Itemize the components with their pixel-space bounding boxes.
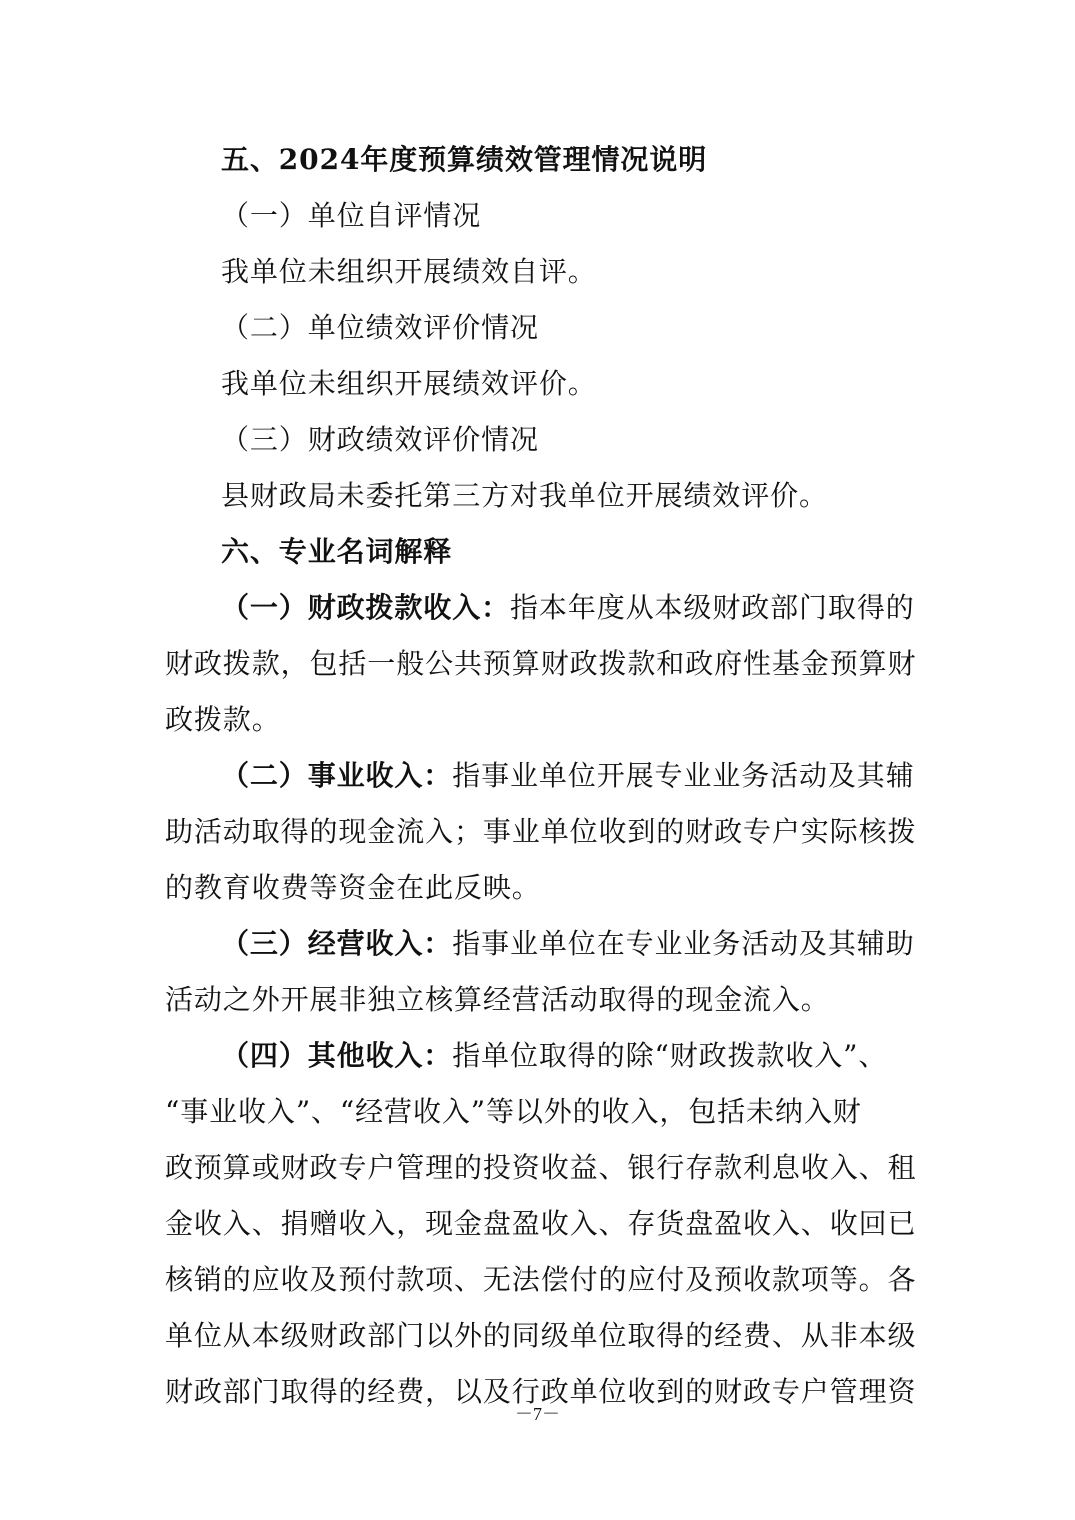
term-text: 指本年度从本级财政部门取得的 bbox=[510, 591, 915, 624]
term-name: （四）其他收入： bbox=[221, 1039, 453, 1072]
term-text-line: 财政部门取得的经费，以及行政单位收到的财政专户管理资 bbox=[165, 1375, 917, 1408]
term-first-line bbox=[165, 748, 913, 804]
term-text-line: 财政拨款，包括一般公共预算财政拨款和政府性基金预算财 bbox=[165, 647, 917, 680]
term-text-line: 金收入、捐赠收入，现金盘盈收入、存货盘盈收入、收回已 bbox=[165, 1207, 917, 1240]
term-text-line: 核销的应收及预付款项、无法偿付的应付及预收款项等。各 bbox=[165, 1263, 917, 1296]
term-definition bbox=[165, 580, 917, 748]
term-first-line bbox=[165, 580, 913, 636]
term-text: 指事业单位开展专业业务活动及其辅 bbox=[452, 759, 915, 792]
section-5-sub2-body: 我单位未组织开展绩效评价。 bbox=[221, 367, 597, 400]
section-5-sub3-title: （三）财政绩效评价情况 bbox=[221, 423, 539, 456]
term-name: （三）经营收入： bbox=[221, 927, 453, 960]
term-text-line: 政预算或财政专户管理的投资收益、银行存款利息收入、租 bbox=[165, 1151, 917, 1184]
term-definition bbox=[165, 748, 917, 916]
term-definition bbox=[165, 1028, 917, 1420]
term-definition bbox=[165, 916, 913, 1028]
term-text-line: “事业收入”、“经营收入”等以外的收入，包括未纳入财 bbox=[165, 1095, 862, 1128]
term-text-line: 单位从本级财政部门以外的同级单位取得的经费、从非本级 bbox=[165, 1319, 917, 1352]
section-6-title: 六、专业名词解释 bbox=[221, 535, 453, 568]
page-content bbox=[165, 132, 917, 1420]
term-first-line bbox=[165, 1028, 913, 1084]
term-text-line: 活动之外开展非独立核算经营活动取得的现金流入。 bbox=[165, 983, 830, 1016]
term-text: 指事业单位在专业业务活动及其辅助 bbox=[452, 927, 915, 960]
page-number: －7－ bbox=[515, 1404, 560, 1424]
term-text: 指单位取得的除“财政拨款收入”、 bbox=[452, 1039, 888, 1072]
term-text-line: 助活动取得的现金流入；事业单位收到的财政专户实际核拨 bbox=[165, 815, 917, 848]
section-5-sub1-body: 我单位未组织开展绩效自评。 bbox=[221, 255, 597, 288]
section-5-sub1-title: （一）单位自评情况 bbox=[221, 199, 482, 232]
term-first-line bbox=[165, 916, 913, 972]
term-name: （一）财政拨款收入： bbox=[221, 591, 511, 624]
term-text-line: 的教育收费等资金在此反映。 bbox=[165, 871, 541, 904]
section-5-sub3-body: 县财政局未委托第三方对我单位开展绩效评价。 bbox=[221, 479, 828, 512]
section-5-title: 五、2024年度预算绩效管理情况说明 bbox=[221, 143, 708, 176]
section-5-sub2-title: （二）单位绩效评价情况 bbox=[221, 311, 539, 344]
term-text-line: 政拨款。 bbox=[165, 703, 281, 736]
term-name: （二）事业收入： bbox=[221, 759, 453, 792]
